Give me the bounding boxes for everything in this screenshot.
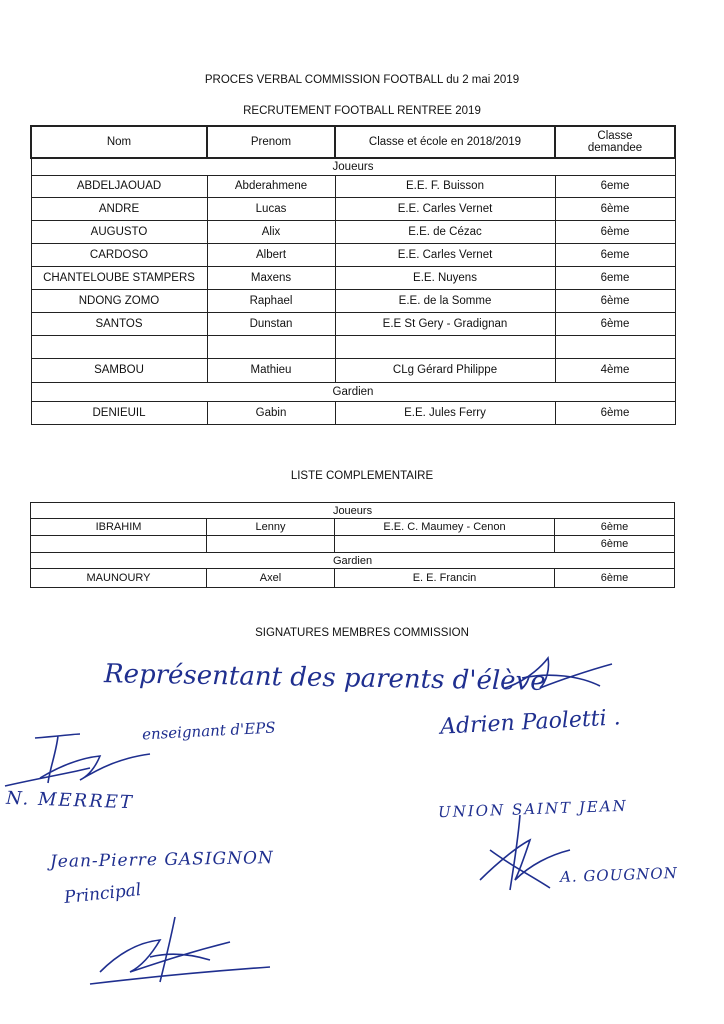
table-cell: E.E. de Cézac (335, 220, 555, 243)
table-cell (31, 536, 207, 553)
table-cell (335, 335, 555, 358)
table-cell: SANTOS (31, 312, 207, 335)
section-joueurs: Joueurs (31, 158, 675, 175)
table-cell (555, 335, 675, 358)
section-joueurs: Joueurs (31, 503, 675, 519)
header-nom: Nom (31, 126, 207, 158)
table-cell (207, 536, 335, 553)
table-cell: Lenny (207, 519, 335, 536)
table-cell: 6ème (555, 536, 675, 553)
header-classe-ecole: Classe et école en 2018/2019 (335, 126, 555, 158)
table-cell: E.E. Carles Vernet (335, 197, 555, 220)
document-subtitle: RECRUTEMENT FOOTBALL RENTREE 2019 (243, 105, 481, 117)
table-cell: Alix (207, 220, 335, 243)
header-classe-demandee-line1: Classe (597, 130, 633, 142)
table-cell: 6ème (555, 289, 675, 312)
signatures-title: SIGNATURES MEMBRES COMMISSION (255, 627, 469, 639)
table-cell: CLg Gérard Philippe (335, 358, 555, 382)
table-cell: 6ème (555, 220, 675, 243)
header-classe-demandee-line2: demandee (587, 142, 643, 154)
table-cell: Dunstan (207, 312, 335, 335)
table-cell: DENIEUIL (31, 401, 207, 424)
section-gardien: Gardien (31, 553, 675, 569)
table-cell: 6ème (555, 519, 675, 536)
gougnon-handwriting: A. GOUGNON (559, 863, 679, 887)
header-prenom: Prenom (207, 126, 335, 158)
table-cell: IBRAHIM (31, 519, 207, 536)
table-cell: Gabin (207, 401, 335, 424)
table-cell: NDONG ZOMO (31, 289, 207, 312)
table-cell: CHANTELOUBE STAMPERS (31, 266, 207, 289)
table-cell: Axel (207, 569, 335, 588)
table-cell: E.E. Carles Vernet (335, 243, 555, 266)
principal-handwriting: Principal (63, 880, 143, 908)
table-cell: E.E. F. Buisson (335, 175, 555, 197)
table-cell: E.E. Nuyens (335, 266, 555, 289)
table-cell: SAMBOU (31, 358, 207, 382)
table-cell: Lucas (207, 197, 335, 220)
enseignant-handwriting: enseignant d'EPS (141, 718, 277, 744)
table-cell: 4ème (555, 358, 675, 382)
table-cell: E.E St Gery - Gradignan (335, 312, 555, 335)
table-cell: E.E. de la Somme (335, 289, 555, 312)
union-signature (470, 810, 580, 900)
document-title: PROCES VERBAL COMMISSION FOOTBALL du 2 mai 2019 (204, 74, 520, 86)
table-cell: Abderahmene (207, 175, 335, 197)
table-cell: 6eme (555, 266, 675, 289)
table-cell: Raphael (207, 289, 335, 312)
union-handwriting: UNION SAINT JEAN (437, 796, 628, 822)
table-cell: AUGUSTO (31, 220, 207, 243)
paoletti-handwriting: Adrien Paoletti . (439, 705, 622, 740)
complementary-title: LISTE COMPLEMENTAIRE (290, 470, 434, 482)
table-cell: E.E. C. Maumey - Cenon (335, 519, 555, 536)
table-cell: 6eme (555, 175, 675, 197)
table-cell: E.E. Jules Ferry (335, 401, 555, 424)
representant-handwriting: Représentant des parents d'élève (103, 659, 546, 697)
table-cell: 6ème (555, 197, 675, 220)
table-cell: ABDELJAOUAD (31, 175, 207, 197)
table-cell (335, 536, 555, 553)
representant-signature (500, 650, 620, 700)
complementary-table (30, 502, 675, 588)
table-cell: Albert (207, 243, 335, 266)
section-gardien: Gardien (31, 382, 675, 401)
merret-handwriting: N. MERRET (5, 787, 135, 814)
gasignon-signature (80, 912, 280, 992)
table-cell: MAUNOURY (31, 569, 207, 588)
table-cell: E. E. Francin (335, 569, 555, 588)
table-cell: Mathieu (207, 358, 335, 382)
recruitment-table (30, 125, 676, 425)
table-cell (31, 335, 207, 358)
table-cell: 6ème (555, 312, 675, 335)
table-cell: CARDOSO (31, 243, 207, 266)
table-cell: 6ème (555, 569, 675, 588)
merret-signature (0, 728, 170, 788)
table-cell: 6eme (555, 243, 675, 266)
table-cell: ANDRE (31, 197, 207, 220)
table-cell: 6ème (555, 401, 675, 424)
table-cell (207, 335, 335, 358)
table-cell: Maxens (207, 266, 335, 289)
header-classe-demandee (555, 126, 675, 158)
gasignon-handwriting: Jean-Pierre GASIGNON (49, 848, 275, 872)
